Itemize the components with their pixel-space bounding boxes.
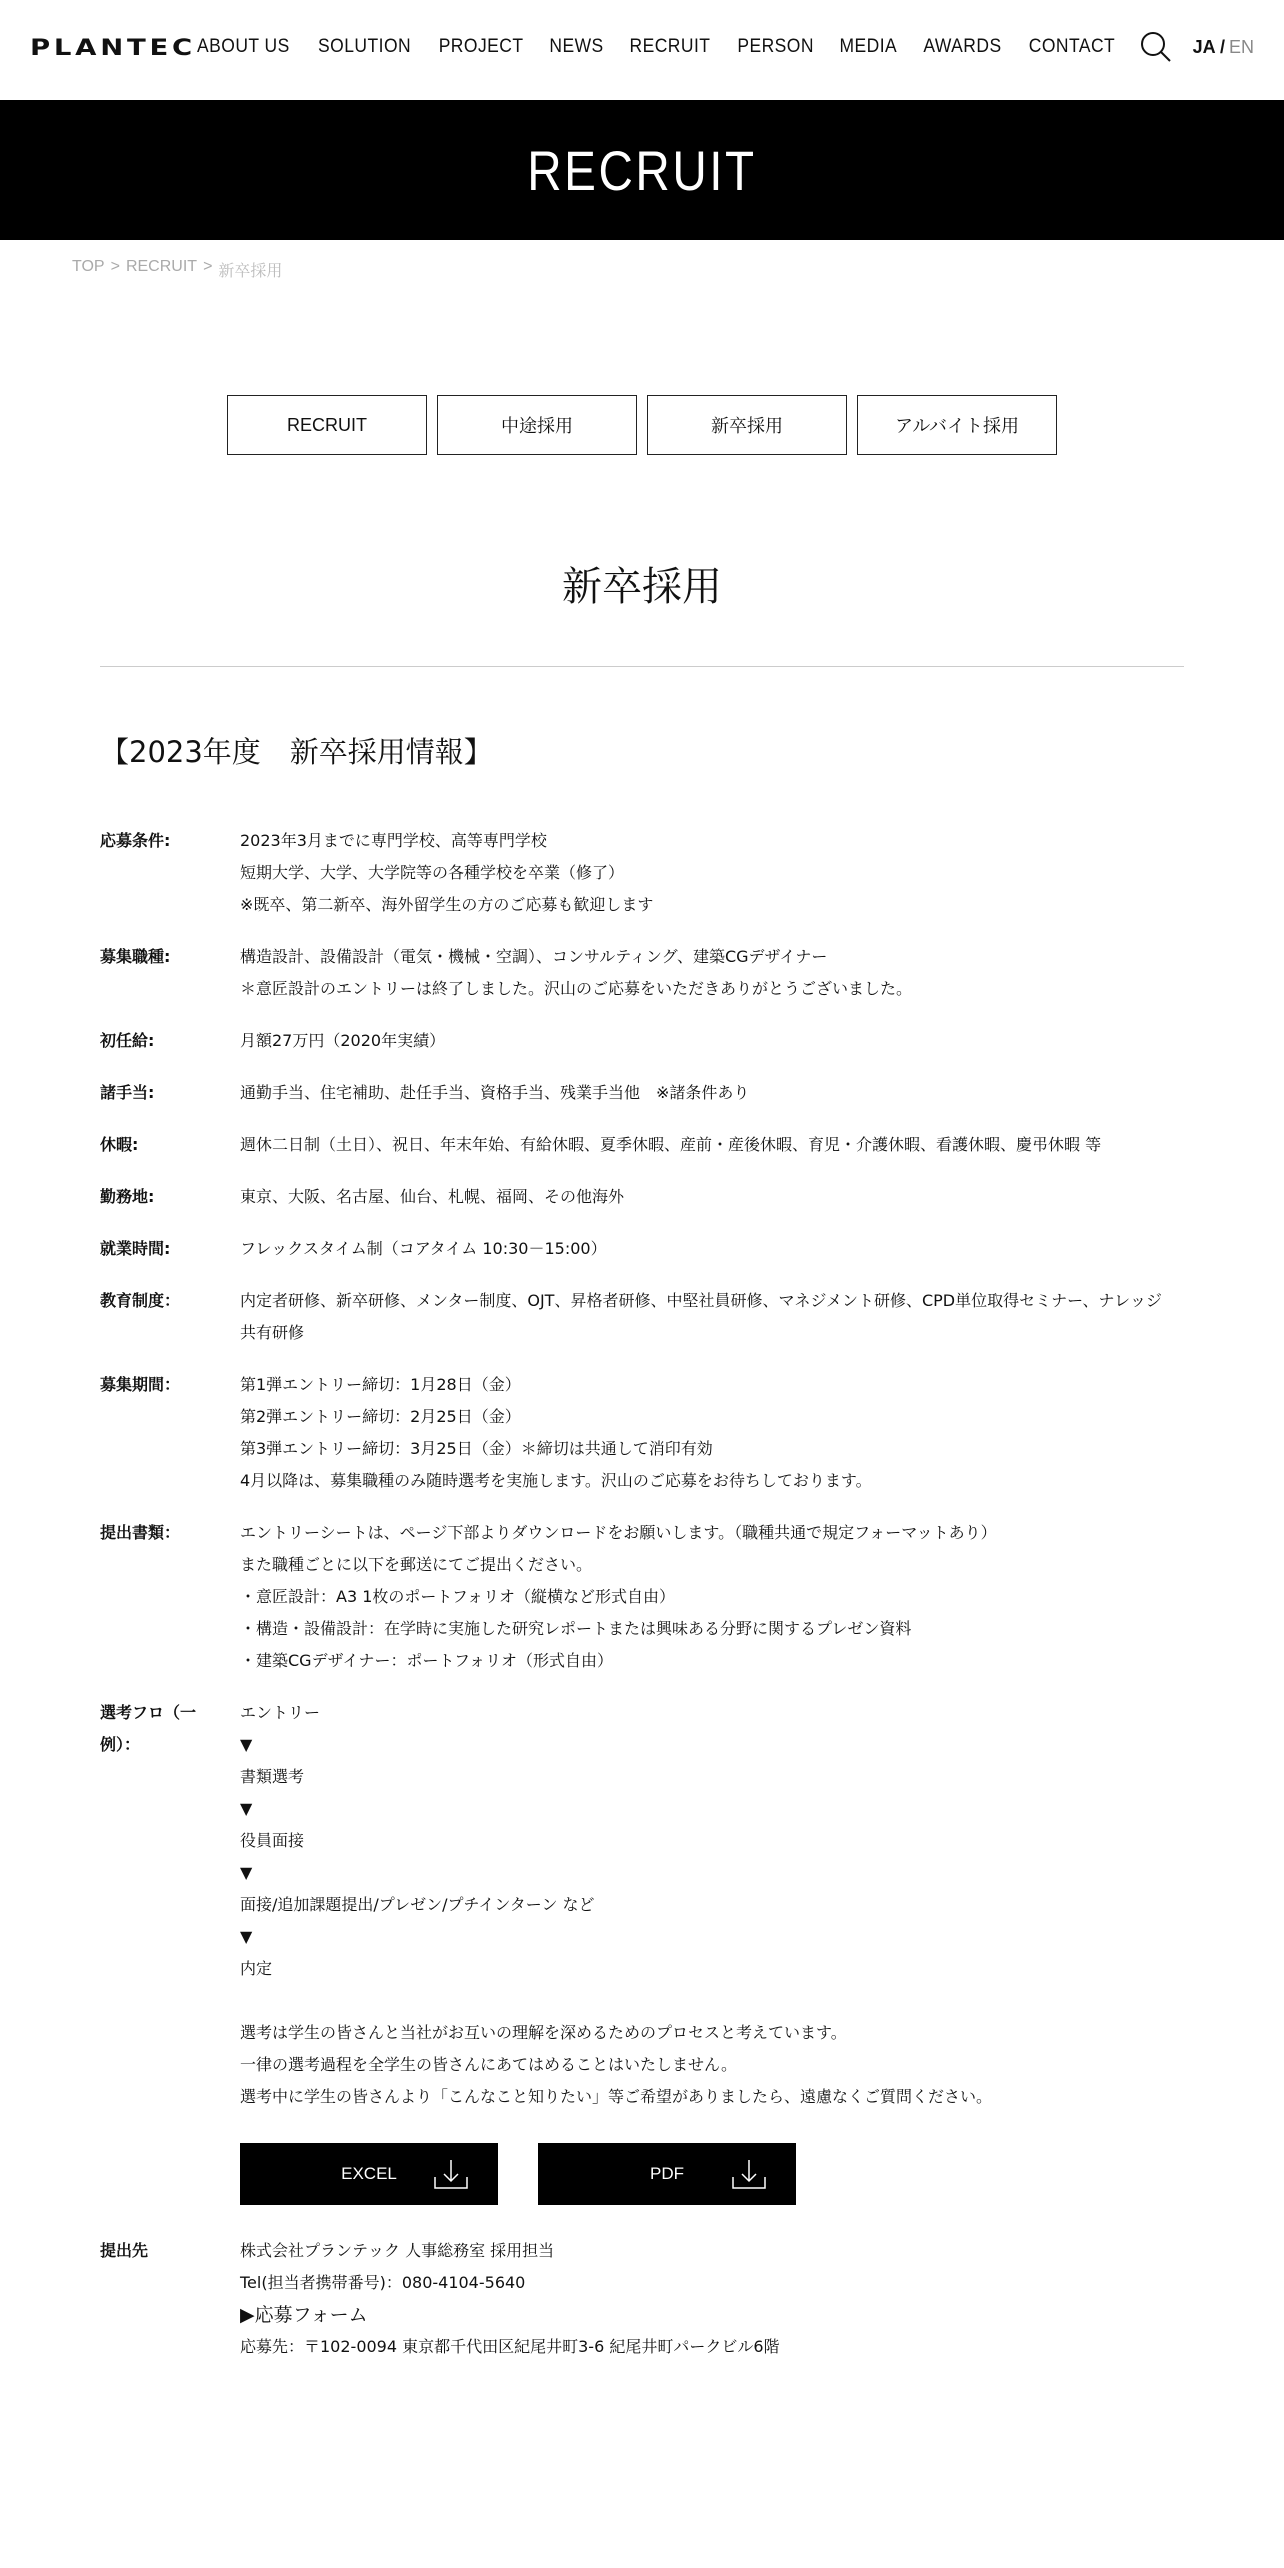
- recruit-tabs: [227, 395, 1057, 455]
- search-icon[interactable]: [1139, 30, 1173, 64]
- site-header: [0, 0, 1284, 100]
- info-value: [240, 1233, 1184, 1265]
- tab-part-time[interactable]: アルバイト採用: [857, 395, 1057, 455]
- info-line: 月額27万円（2020年実績）: [240, 1031, 446, 1050]
- info-label-line: 例）：: [100, 1735, 141, 1754]
- info-label: 休暇:: [100, 1135, 139, 1154]
- info-line: 株式会社プランテック 人事総務室 採用担当: [240, 2241, 555, 2260]
- flow-arrow: ▼: [240, 1863, 253, 1882]
- info-value: [240, 1285, 1184, 1349]
- tab-recruit[interactable]: RECRUIT: [227, 395, 427, 455]
- flow-step: 書類選考: [240, 1767, 305, 1786]
- info-row-positions: [100, 941, 1184, 1005]
- info-line: 週休二日制（土日）、祝日、年末年始、有給休暇、夏季休暇、産前・産後休暇、育児・介護休暇、看護休暇、慶弔休暇 等: [240, 1135, 1102, 1154]
- flow-step: 面接/追加課題提出/プレゼン/プチインターン など: [240, 1895, 595, 1914]
- info-label: 募集職種:: [100, 947, 171, 966]
- info-line: 構造設計、設備設計（電気・機械・空調）、コンサルティング、建築CGデザイナー: [240, 947, 828, 966]
- info-line: 第1弾エントリー締切：1月28日（金）: [240, 1375, 521, 1394]
- info-value: [240, 1697, 1184, 2215]
- info-row-salary: [100, 1025, 1184, 1057]
- info-label: 提出先: [100, 2241, 149, 2260]
- info-line: 選考は学生の皆さんと当社がお互いの理解を深めるためのプロセスと考えています。: [240, 2023, 847, 2042]
- lang-ja[interactable]: JA /: [1192, 36, 1225, 57]
- info-row-allowances: [100, 1077, 1184, 1109]
- flow-arrow: ▼: [240, 1735, 253, 1754]
- info-label: 諸手当:: [100, 1083, 155, 1102]
- info-label: 勤務地:: [100, 1187, 155, 1206]
- info-line: 共有研修: [240, 1323, 305, 1342]
- info-line: また職種ごとに以下を郵送にてご提出ください。: [240, 1555, 593, 1574]
- info-line: Tel(担当者携帯番号)：080-4104-5640: [240, 2273, 526, 2292]
- info-line: 選考中に学生の皆さんより「こんなこと知りたい」等ご希望がありましたら、遠慮なくご質問ください。: [240, 2087, 993, 2106]
- nav-person[interactable]: PERSON: [737, 36, 814, 57]
- flow-arrow: ▼: [240, 1799, 253, 1818]
- info-row-period: [100, 1369, 1184, 1497]
- info-line: 短期大学、大学、大学院等の各種学校を卒業（修了）: [240, 863, 625, 882]
- hero-banner: [0, 100, 1284, 240]
- page-title: 新卒採用: [562, 564, 722, 610]
- info-line: 通勤手当、住宅補助、赴任手当、資格手当、残業手当他 ※諸条件あり: [240, 1083, 750, 1102]
- info-line: ・構造・設備設計：在学時に実施した研究レポートまたは興味ある分野に関するプレゼン資料: [240, 1619, 912, 1638]
- application-form-link[interactable]: ▶応募フォーム: [240, 2304, 368, 2326]
- info-row-submission: [100, 2235, 1184, 2363]
- info-value: [240, 1181, 1184, 1213]
- breadcrumb-current: 新卒採用: [218, 263, 283, 280]
- info-value: [240, 1077, 1184, 1109]
- info-line: 内定者研修、新卒研修、メンター制度、OJT、昇格者研修、中堅社員研修、マネジメント研修、CPD単位取得セミナー、ナレッジ: [240, 1291, 1162, 1310]
- info-label: 就業時間:: [100, 1239, 171, 1258]
- breadcrumb-recruit[interactable]: RECRUIT: [125, 258, 198, 275]
- download-pdf-button[interactable]: [538, 2143, 796, 2205]
- nav-media[interactable]: MEDIA: [839, 36, 898, 57]
- recruit-info: [100, 825, 1184, 2383]
- breadcrumb: [72, 258, 282, 281]
- info-line: ・意匠設計：A3 1枚のポートフォリオ（縦横など形式自由）: [240, 1587, 675, 1606]
- info-line: エントリーシートは、ページ下部よりダウンロードをお願いします。（職種共通で規定フォーマットあり）: [240, 1523, 997, 1542]
- hero-title: RECRUIT: [527, 138, 757, 202]
- plantec-logo[interactable]: PLANTEC: [30, 36, 196, 61]
- flow-step: 役員面接: [240, 1831, 305, 1850]
- info-line: ＊意匠設計のエントリーは終了しました。沢山のご応募をいただきありがとうございました。: [240, 979, 913, 998]
- nav-recruit[interactable]: RECRUIT: [629, 36, 711, 57]
- nav-news[interactable]: NEWS: [549, 36, 604, 57]
- breadcrumb-top[interactable]: TOP: [72, 258, 105, 275]
- spacer: [240, 1985, 1184, 2017]
- info-value: [240, 825, 1184, 921]
- info-row-hours: [100, 1233, 1184, 1265]
- download-icon: [732, 2159, 766, 2200]
- nav-awards[interactable]: AWARDS: [923, 36, 1002, 57]
- info-line: 4月以降は、募集職種のみ随時選考を実施します。沢山のご応募をお待ちしております。: [240, 1471, 872, 1490]
- info-value: [240, 2235, 1184, 2363]
- info-value: [240, 941, 1184, 1005]
- info-label: 教育制度：: [100, 1291, 181, 1310]
- info-label: 募集期間：: [100, 1375, 181, 1394]
- download-buttons: [240, 2143, 1184, 2205]
- breadcrumb-separator: >: [203, 258, 213, 275]
- nav-about-us[interactable]: ABOUT US: [196, 36, 290, 57]
- lang-en[interactable]: EN: [1228, 36, 1254, 57]
- section-heading: 【2023年度 新卒採用情報】: [100, 735, 493, 769]
- info-row-holidays: [100, 1129, 1184, 1161]
- main-nav: [173, 30, 1254, 64]
- tab-new-graduate[interactable]: 新卒採用: [647, 395, 847, 455]
- info-label: 応募条件:: [100, 831, 171, 850]
- info-row-selection-flow: [100, 1697, 1184, 2215]
- divider: [100, 666, 1184, 667]
- info-line: 応募先：〒102-0094 東京都千代田区紀尾井町3-6 紀尾井町パークビル6階: [240, 2337, 780, 2356]
- info-value: [240, 1369, 1184, 1497]
- info-label-line: 選考フロ（一: [100, 1703, 197, 1722]
- info-line: 2023年3月までに専門学校、高等専門学校: [240, 831, 547, 850]
- language-switcher: [1193, 37, 1254, 58]
- info-line: フレックスタイム制（コアタイム 10:30－15:00）: [240, 1239, 607, 1258]
- info-row-requirements: [100, 825, 1184, 921]
- info-line: 一律の選考過程を全学生の皆さんにあてはめることはいたしません。: [240, 2055, 737, 2074]
- info-label: 初任給:: [100, 1031, 155, 1050]
- info-label: [100, 1697, 240, 2215]
- info-line: 東京、大阪、名古屋、仙台、札幌、福岡、その他海外: [240, 1187, 625, 1206]
- tab-mid-career[interactable]: 中途採用: [437, 395, 637, 455]
- info-row-location: [100, 1181, 1184, 1213]
- info-line: ※既卒、第二新卒、海外留学生の方のご応募も歓迎します: [240, 895, 654, 914]
- info-value: [240, 1517, 1184, 1677]
- nav-contact[interactable]: CONTACT: [1028, 36, 1115, 57]
- breadcrumb-separator: >: [110, 258, 120, 275]
- info-value: [240, 1025, 1184, 1057]
- flow-arrow: ▼: [240, 1927, 253, 1946]
- download-icon: [434, 2159, 468, 2200]
- nav-project[interactable]: PROJECT: [438, 36, 524, 57]
- download-excel-label: EXCEL: [341, 2164, 397, 2183]
- download-pdf-label: PDF: [650, 2164, 684, 2183]
- nav-solution[interactable]: SOLUTION: [317, 36, 411, 57]
- info-row-documents: [100, 1517, 1184, 1677]
- info-label: 提出書類：: [100, 1523, 181, 1542]
- info-line: 第3弾エントリー締切：3月25日（金）＊締切は共通して消印有効: [240, 1439, 713, 1458]
- info-line: ・建築CGデザイナー：ポートフォリオ（形式自由）: [240, 1651, 614, 1670]
- download-excel-button[interactable]: [240, 2143, 498, 2205]
- info-row-training: [100, 1285, 1184, 1349]
- flow-step: エントリー: [240, 1703, 321, 1722]
- info-value: [240, 1129, 1184, 1161]
- info-line: 第2弾エントリー締切：2月25日（金）: [240, 1407, 521, 1426]
- flow-step: 内定: [240, 1959, 273, 1978]
